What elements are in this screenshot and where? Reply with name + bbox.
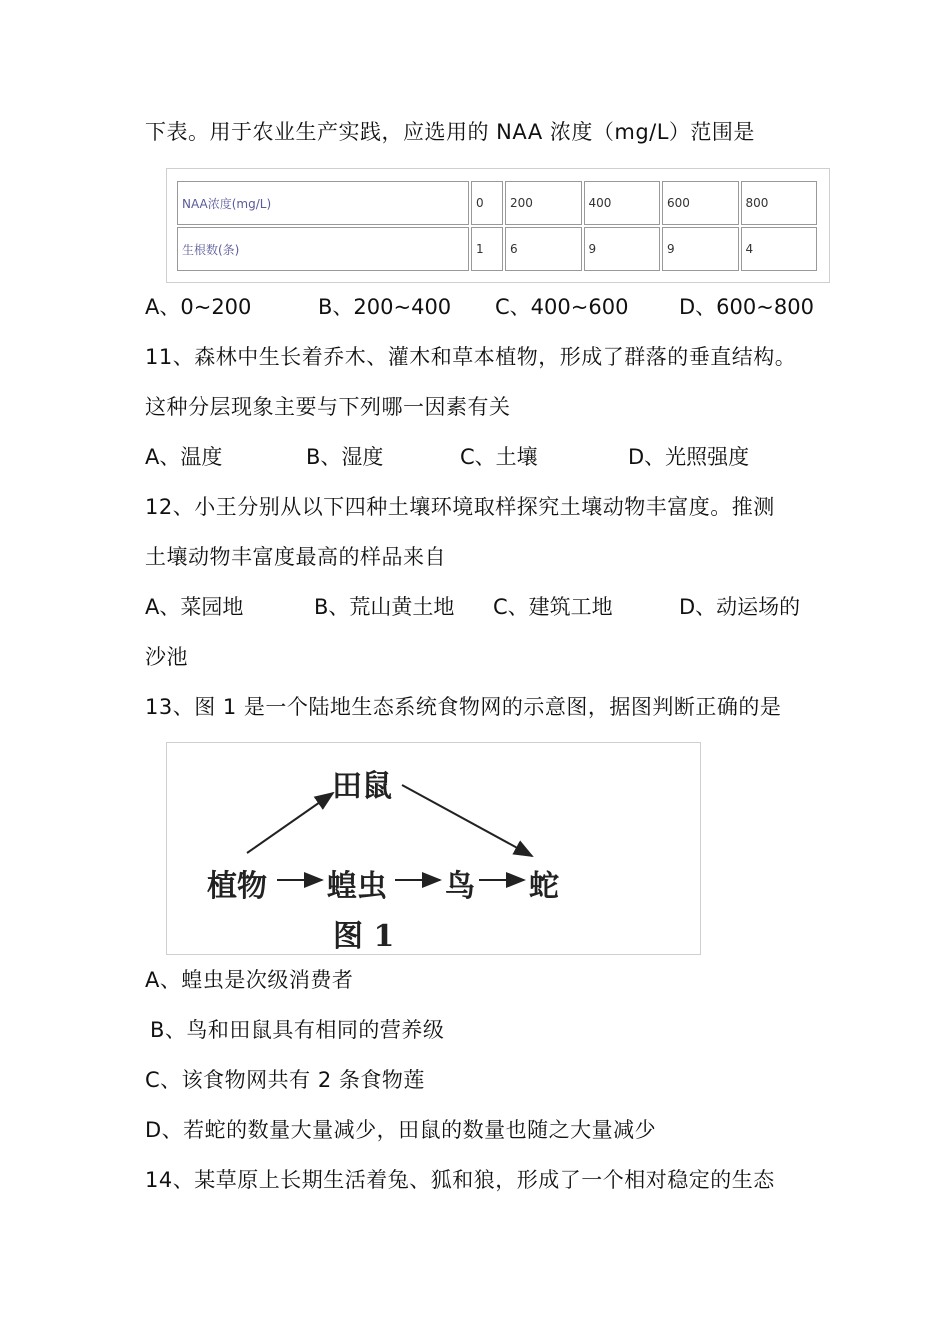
q14-line1: 14、某草原上长期生活着兔、狐和狼，形成了一个相对稳定的生态 (145, 1168, 775, 1192)
table-cell: 1 (471, 227, 503, 271)
arrow-mouse-to-snake (402, 785, 532, 856)
q12-line1: 12、小王分别从以下四种土壤环境取样探究土壤动物丰富度。推测 (145, 495, 775, 519)
q11-option-c[interactable]: C、土壤 (460, 445, 538, 469)
q10-option-b[interactable]: B、200~400 (318, 295, 452, 319)
q13-option-a[interactable]: A、蝗虫是次级消费者 (145, 968, 354, 992)
table-cell: 400 (584, 181, 661, 225)
q12-option-b[interactable]: B、荒山黄土地 (314, 595, 455, 619)
food-web-arrows (167, 743, 700, 954)
node-bird: 鸟 (445, 869, 475, 904)
q13-option-b[interactable]: B、鸟和田鼠具有相同的营养级 (150, 1018, 445, 1042)
table-cell: 6 (505, 227, 582, 271)
table-row-label: 生根数(条) (177, 227, 469, 271)
node-snake: 蛇 (529, 869, 559, 904)
q12-option-d[interactable]: D、动运场的 (679, 595, 801, 619)
q13-line1: 13、图 1 是一个陆地生态系统食物网的示意图，据图判断正确的是 (145, 695, 782, 719)
table-row (177, 181, 817, 225)
q12-option-d-continued: 沙池 (145, 645, 188, 669)
q10-option-d[interactable]: D、600~800 (679, 295, 814, 319)
q13-option-c[interactable]: C、该食物网共有 2 条食物莲 (145, 1068, 425, 1092)
q13-option-d[interactable]: D、若蛇的数量大量减少，田鼠的数量也随之大量减少 (145, 1118, 657, 1142)
q12-option-c[interactable]: C、建筑工地 (493, 595, 613, 619)
node-plant: 植物 (207, 869, 267, 904)
q11-line2: 这种分层现象主要与下列哪一因素有关 (145, 395, 511, 419)
table-cell: 4 (741, 227, 818, 271)
table-cell: 600 (662, 181, 739, 225)
q11-line1: 11、森林中生长着乔木、灌木和草本植物，形成了群落的垂直结构。 (145, 345, 797, 369)
q12-line2: 土壤动物丰富度最高的样品来自 (145, 545, 446, 569)
table-row-label: NAA浓度(mg/L) (177, 181, 469, 225)
q12-option-a[interactable]: A、菜园地 (145, 595, 244, 619)
arrow-plant-to-mouse (247, 793, 333, 853)
table-cell: 9 (584, 227, 661, 271)
node-mouse: 田鼠 (332, 769, 392, 804)
food-web-figure (166, 742, 701, 955)
naa-table-frame (166, 168, 830, 283)
figure-caption: 图 1 (333, 919, 395, 954)
table-cell: 200 (505, 181, 582, 225)
node-locust: 蝗虫 (327, 869, 387, 904)
q10-intro: 下表。用于农业生产实践，应选用的 NAA 浓度（mg/L）范围是 (145, 120, 755, 144)
table-cell: 9 (662, 227, 739, 271)
q11-option-d[interactable]: D、光照强度 (628, 445, 750, 469)
q10-option-a[interactable]: A、0~200 (145, 295, 252, 319)
q11-option-a[interactable]: A、温度 (145, 445, 223, 469)
naa-table (175, 179, 819, 273)
q11-option-b[interactable]: B、湿度 (306, 445, 384, 469)
table-cell: 0 (471, 181, 503, 225)
table-cell: 800 (741, 181, 818, 225)
q10-option-c[interactable]: C、400~600 (495, 295, 629, 319)
table-row (177, 227, 817, 271)
